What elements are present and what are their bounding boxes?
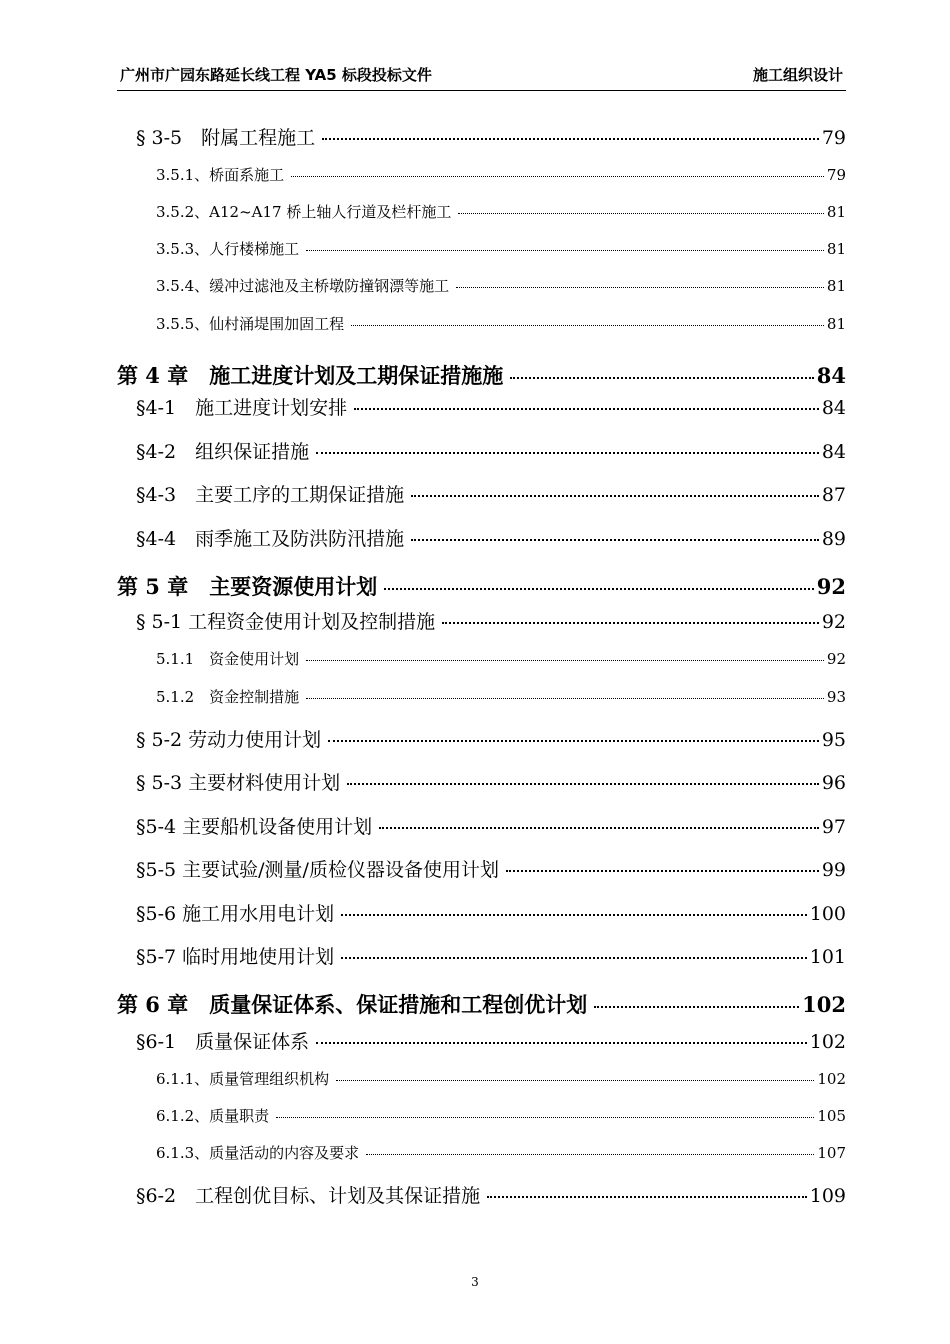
toc-entry-section[interactable] <box>136 768 846 795</box>
toc-entry-page: 105 <box>817 1107 846 1125</box>
header-document-title: 广州市广园东路延长线工程 YA5 标段投标文件 <box>120 66 432 84</box>
toc-entry-page: 81 <box>826 240 846 258</box>
toc-entry-title: 第 4 章 施工进度计划及工期保证措施施 <box>117 363 504 388</box>
toc-entry-section[interactable] <box>136 480 846 507</box>
toc-entry-section[interactable] <box>136 524 846 551</box>
toc-entry-page: 96 <box>821 772 846 794</box>
dot-leader <box>306 248 824 251</box>
toc-entry-page: 99 <box>821 859 846 881</box>
toc-entry-page: 102 <box>809 1031 846 1053</box>
dot-leader <box>341 955 807 959</box>
page-number: 3 <box>471 1275 479 1289</box>
toc-entry-title: 3.5.1、桥面系施工 <box>156 166 285 184</box>
toc-entry-subsection[interactable] <box>156 275 846 296</box>
toc-entry-section[interactable] <box>136 899 846 926</box>
dot-leader <box>506 868 819 872</box>
toc-entry-page: 92 <box>826 650 846 668</box>
toc-entry-page: 102 <box>802 992 846 1017</box>
toc-entry-subsection[interactable] <box>156 201 846 222</box>
toc-entry-title: § 3-5 附属工程施工 <box>136 127 316 149</box>
toc-entry-subsection[interactable] <box>156 648 846 669</box>
toc-entry-page: 102 <box>817 1070 846 1088</box>
toc-entry-subsection[interactable] <box>156 1105 846 1126</box>
toc-entry-page: 89 <box>821 528 846 550</box>
dot-leader <box>316 450 819 454</box>
dot-leader <box>328 738 819 742</box>
toc-entry-title: 6.1.1、质量管理组织机构 <box>156 1070 330 1088</box>
toc-entry-page: 95 <box>821 729 846 751</box>
toc-entry-subsection[interactable] <box>156 1068 846 1089</box>
dot-leader <box>456 285 824 288</box>
dot-leader <box>366 1152 814 1155</box>
toc-entry-page: 92 <box>816 574 846 599</box>
toc-entry-page: 109 <box>809 1185 846 1207</box>
toc-entry-section[interactable] <box>136 1181 846 1208</box>
toc-entry-page: 81 <box>826 203 846 221</box>
toc-entry-page: 100 <box>809 903 846 925</box>
toc-entry-title: 3.5.4、缓冲过滤池及主桥墩防撞钢漂等施工 <box>156 277 450 295</box>
toc-entry-title: 6.1.2、质量职责 <box>156 1107 270 1125</box>
toc-entry-title: §4-2 组织保证措施 <box>136 441 310 463</box>
toc-entry-title: §4-1 施工进度计划安排 <box>136 397 348 419</box>
toc-entry-page: 87 <box>821 484 846 506</box>
toc-entry-page: 93 <box>826 688 846 706</box>
toc-entry-section[interactable] <box>136 1027 846 1054</box>
dot-leader <box>347 781 819 785</box>
toc-entry-title: 5.1.2 资金控制措施 <box>156 688 300 706</box>
toc-entry-page: 84 <box>821 397 846 419</box>
dot-leader <box>510 375 814 379</box>
dot-leader <box>291 174 824 177</box>
toc-entry-chapter[interactable] <box>117 571 846 601</box>
toc-entry-subsection[interactable] <box>156 164 846 185</box>
dot-leader <box>322 136 819 140</box>
toc-entry-page: 92 <box>821 611 846 633</box>
toc-entry-page: 81 <box>826 277 846 295</box>
dot-leader <box>341 912 807 916</box>
toc-entry-chapter[interactable] <box>117 989 846 1019</box>
dot-leader <box>411 493 819 497</box>
dot-leader <box>384 586 814 590</box>
dot-leader <box>351 323 824 326</box>
toc-entry-title: §5-6 施工用水用电计划 <box>136 903 335 925</box>
toc-entry-title: 第 5 章 主要资源使用计划 <box>117 574 378 599</box>
toc-entry-subsection[interactable] <box>156 313 846 334</box>
toc-entry-title: §6-2 工程创优目标、计划及其保证措施 <box>136 1185 481 1207</box>
toc-entry-title: §5-7 临时用地使用计划 <box>136 946 335 968</box>
toc-entry-title: §5-5 主要试验/测量/质检仪器设备使用计划 <box>136 859 499 881</box>
toc-entry-page: 107 <box>817 1144 846 1162</box>
toc-entry-page: 101 <box>809 946 846 968</box>
toc-entry-title: § 5-2 劳动力使用计划 <box>136 729 322 751</box>
toc-entry-section[interactable] <box>136 725 846 752</box>
toc-entry-title: 5.1.1 资金使用计划 <box>156 650 300 668</box>
toc-entry-section[interactable] <box>136 607 846 634</box>
dot-leader <box>306 658 824 661</box>
toc-entry-title: §4-3 主要工序的工期保证措施 <box>136 484 405 506</box>
toc-entry-subsection[interactable] <box>156 238 846 259</box>
toc-entry-title: 3.5.3、人行楼梯施工 <box>156 240 300 258</box>
toc-entry-section[interactable] <box>136 812 846 839</box>
toc-entry-page: 97 <box>821 816 846 838</box>
toc-entry-title: 3.5.5、仙村涌堤围加固工程 <box>156 315 345 333</box>
dot-leader <box>336 1078 814 1081</box>
toc-entry-title: § 5-1 工程资金使用计划及控制措施 <box>136 611 436 633</box>
toc-entry-title: 第 6 章 质量保证体系、保证措施和工程创优计划 <box>117 992 588 1017</box>
dot-leader <box>442 620 819 624</box>
toc-entry-chapter[interactable] <box>117 360 846 390</box>
dot-leader <box>411 537 819 541</box>
toc-entry-subsection[interactable] <box>156 686 846 707</box>
dot-leader <box>316 1040 807 1044</box>
toc-entry-title: § 5-3 主要材料使用计划 <box>136 772 341 794</box>
toc-entry-section[interactable] <box>136 942 846 969</box>
toc-entry-page: 84 <box>816 363 846 388</box>
toc-entry-section[interactable] <box>136 393 846 420</box>
toc-entry-title: §5-4 主要船机设备使用计划 <box>136 816 373 838</box>
toc-entry-page: 84 <box>821 441 846 463</box>
toc-entry-page: 79 <box>821 127 846 149</box>
toc-entry-section[interactable] <box>136 123 846 150</box>
toc-entry-title: 6.1.3、质量活动的内容及要求 <box>156 1144 360 1162</box>
toc-entry-title: §6-1 质量保证体系 <box>136 1031 310 1053</box>
toc-entry-section[interactable] <box>136 855 846 882</box>
dot-leader <box>276 1115 814 1118</box>
dot-leader <box>354 406 819 410</box>
dot-leader <box>458 211 824 214</box>
toc-entry-title: §4-4 雨季施工及防洪防汛措施 <box>136 528 405 550</box>
toc-entry-page: 79 <box>826 166 846 184</box>
dot-leader <box>594 1004 799 1008</box>
dot-leader <box>306 696 824 699</box>
toc-entry-subsection[interactable] <box>156 1142 846 1163</box>
dot-leader <box>487 1194 807 1198</box>
toc-entry-title: 3.5.2、A12~A17 桥上轴人行道及栏杆施工 <box>156 203 452 221</box>
toc-entry-page: 81 <box>826 315 846 333</box>
dot-leader <box>379 825 819 829</box>
toc-entry-section[interactable] <box>136 437 846 464</box>
header-section-title: 施工组织设计 <box>752 66 843 84</box>
